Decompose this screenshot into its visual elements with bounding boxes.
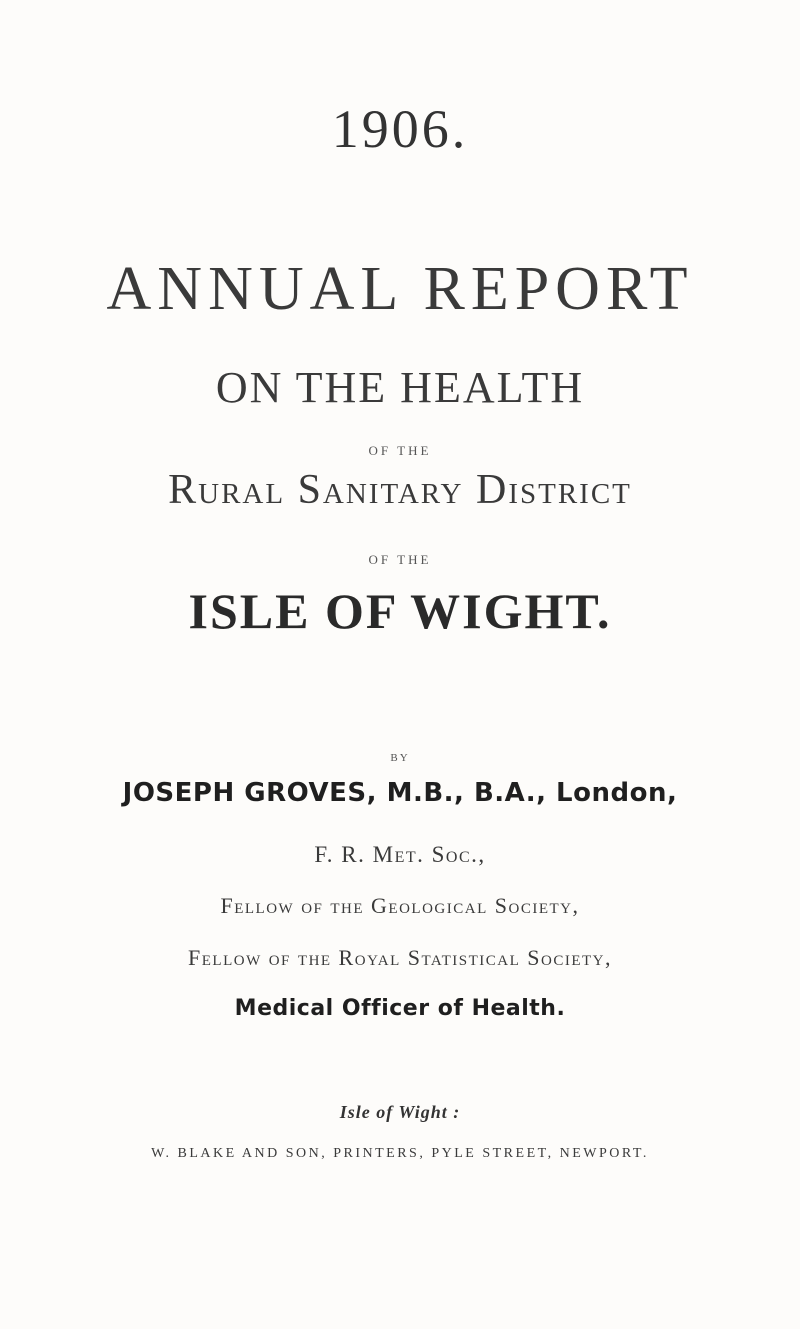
report-year: 1906. [331,99,469,159]
of-the-connector-2: OF THE [368,552,432,567]
author-credential: Fellow of the Royal Statistical Society, [188,945,612,970]
author-credential: Fellow of the Geological Society, [220,893,580,918]
author-credential: F. R. Met. Soc., [314,842,486,867]
of-the-connector: OF THE [368,443,432,458]
by-label: BY [390,752,410,764]
report-subtitle: ON THE HEALTH [215,363,585,412]
imprint-place: Isle of Wight : [339,1102,461,1122]
region-name: ISLE OF WIGHT. [188,583,612,639]
report-title: ANNUAL REPORT [106,255,694,323]
author-role: Medical Officer of Health. [234,996,566,1021]
district-name: Rural Sanitary District [168,467,632,513]
author-name: JOSEPH GROVES, M.B., B.A., London, [122,778,678,808]
imprint-printer: W. BLAKE AND SON, PRINTERS, PYLE STREET, NEWPORT. [151,1146,649,1161]
